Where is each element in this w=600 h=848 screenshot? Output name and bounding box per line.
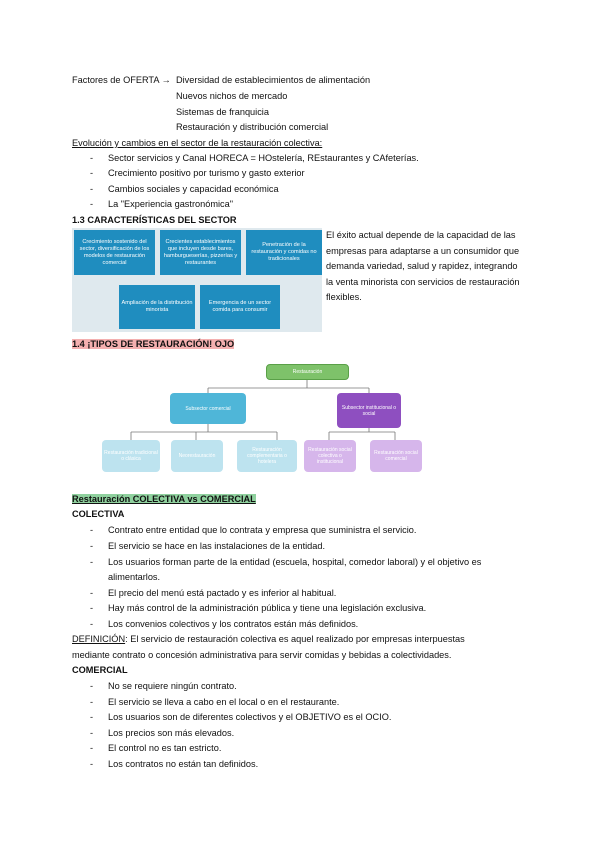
oferta-label: Factores de OFERTA → bbox=[72, 75, 171, 85]
section-14-title: 1.4 ¡TIPOS DE RESTAURACIÓN! OJO bbox=[72, 339, 235, 349]
comercial-item: Los contratos no están tan definidos. bbox=[108, 759, 259, 769]
characteristic-box: Penetración de la restauración y comidas no tradicionales bbox=[246, 230, 322, 275]
tree-node-institucional: Subsector institucional o social bbox=[337, 393, 401, 428]
comercial-item: Los precios son más elevados. bbox=[108, 728, 235, 738]
tree-leaf: Restauración social colectiva o institucional bbox=[304, 440, 356, 472]
bullet-dash: - bbox=[90, 697, 94, 707]
characteristic-box: Ampliación de la distribución minorista bbox=[119, 285, 195, 329]
bullet-dash: - bbox=[90, 525, 94, 535]
colectiva-item: El servicio se hace en las instalaciones de la entidad. bbox=[108, 541, 326, 551]
definicion: DEFINICIÓN: El servicio de restauración colectiva es aquel realizado por empresas interpuestas bbox=[72, 634, 465, 644]
colectiva-item: Los convenios colectivos y los contratos están más definidos. bbox=[108, 619, 359, 629]
colectiva-item-continued: alimentarlos. bbox=[108, 572, 161, 582]
tree-node-comercial: Subsector comercial bbox=[170, 393, 246, 424]
bullet-dash: - bbox=[90, 712, 94, 722]
comercial-item: Los usuarios son de diferentes colectivos y el OBJETIVO es el OCIO. bbox=[108, 712, 392, 722]
comercial-item: El servicio se lleva a cabo en el local o en el restaurante. bbox=[108, 697, 340, 707]
bullet-dash: - bbox=[90, 603, 94, 613]
tree-leaf: Restauración social comercial bbox=[370, 440, 422, 472]
oferta-item: Diversidad de establecimientos de alimentación bbox=[176, 75, 371, 85]
tree-leaf: Neorestauración bbox=[171, 440, 223, 472]
comercial-subheading: COMERCIAL bbox=[72, 665, 128, 675]
colectiva-subheading: COLECTIVA bbox=[72, 509, 125, 519]
oferta-item: Nuevos nichos de mercado bbox=[176, 91, 288, 101]
section-13-paragraph: El éxito actual depende de la capacidad de las empresas para adaptarse a un consumidor que demanda variedad, salud y rapidez, integrando la venta minorista con servicios de restauración flexibles. bbox=[326, 230, 520, 302]
colectiva-comercial-heading: Restauración COLECTIVA vs COMERCIAL bbox=[72, 494, 256, 504]
evolucion-item: Crecimiento positivo por turismo y gasto exterior bbox=[108, 168, 305, 178]
evolucion-heading: Evolución y cambios en el sector de la restauración colectiva: bbox=[72, 138, 323, 148]
bullet-dash: - bbox=[90, 743, 94, 753]
tree-leaf: Restauración complementaria o hotelera bbox=[237, 440, 297, 472]
bullet-dash: - bbox=[90, 619, 94, 629]
bullet-dash: - bbox=[90, 588, 94, 598]
tree-root: Restauración bbox=[266, 364, 349, 380]
bullet-dash: - bbox=[90, 759, 94, 769]
comercial-item: No se requiere ningún contrato. bbox=[108, 681, 237, 691]
evolucion-item: Cambios sociales y capacidad económica bbox=[108, 184, 279, 194]
characteristic-box: Crecientes establecimientos que incluyen desde bares, hamburgueserías, pizzerías y restaurantes bbox=[160, 230, 241, 275]
colectiva-item: Los usuarios forman parte de la entidad (escuela, hospital, comedor laboral) y el objetivo es bbox=[108, 557, 482, 567]
evolucion-item: La "Experiencia gastronómica" bbox=[108, 199, 234, 209]
definicion-line2: mediante contrato o concesión administrativa para servir comidas y bebidas a colectividades. bbox=[72, 650, 452, 660]
characteristic-box: Emergencia de un sector comida para consumir bbox=[200, 285, 280, 329]
tree-leaf: Restauración tradicional o clásica bbox=[102, 440, 160, 472]
bullet-dash: - bbox=[90, 541, 94, 551]
colectiva-item: Hay más control de la administración pública y tiene una legislación exclusiva. bbox=[108, 603, 427, 613]
colectiva-item: El precio del menú está pactado y es inferior al habitual. bbox=[108, 588, 337, 598]
bullet-dash: - bbox=[90, 557, 94, 567]
oferta-item: Sistemas de franquicia bbox=[176, 107, 269, 117]
bullet-dash: - bbox=[90, 153, 94, 163]
arrow-icon: → bbox=[161, 75, 171, 85]
oferta-item: Restauración y distribución comercial bbox=[176, 122, 329, 132]
bullet-dash: - bbox=[90, 728, 94, 738]
bullet-dash: - bbox=[90, 681, 94, 691]
characteristic-box: Crecimiento sostenido del sector, diversificación de los modelos de restauración comercial bbox=[74, 230, 155, 275]
section-13-title: 1.3 CARACTERÍSTICAS DEL SECTOR bbox=[72, 215, 237, 225]
evolucion-item: Sector servicios y Canal HORECA = HOstelería, REstaurantes y CAfeterías. bbox=[108, 153, 419, 163]
bullet-dash: - bbox=[90, 168, 94, 178]
comercial-item: El control no es tan estricto. bbox=[108, 743, 222, 753]
bullet-dash: - bbox=[90, 199, 94, 209]
colectiva-item: Contrato entre entidad que lo contrata y empresa que suministra el servicio. bbox=[108, 525, 417, 535]
bullet-dash: - bbox=[90, 184, 94, 194]
